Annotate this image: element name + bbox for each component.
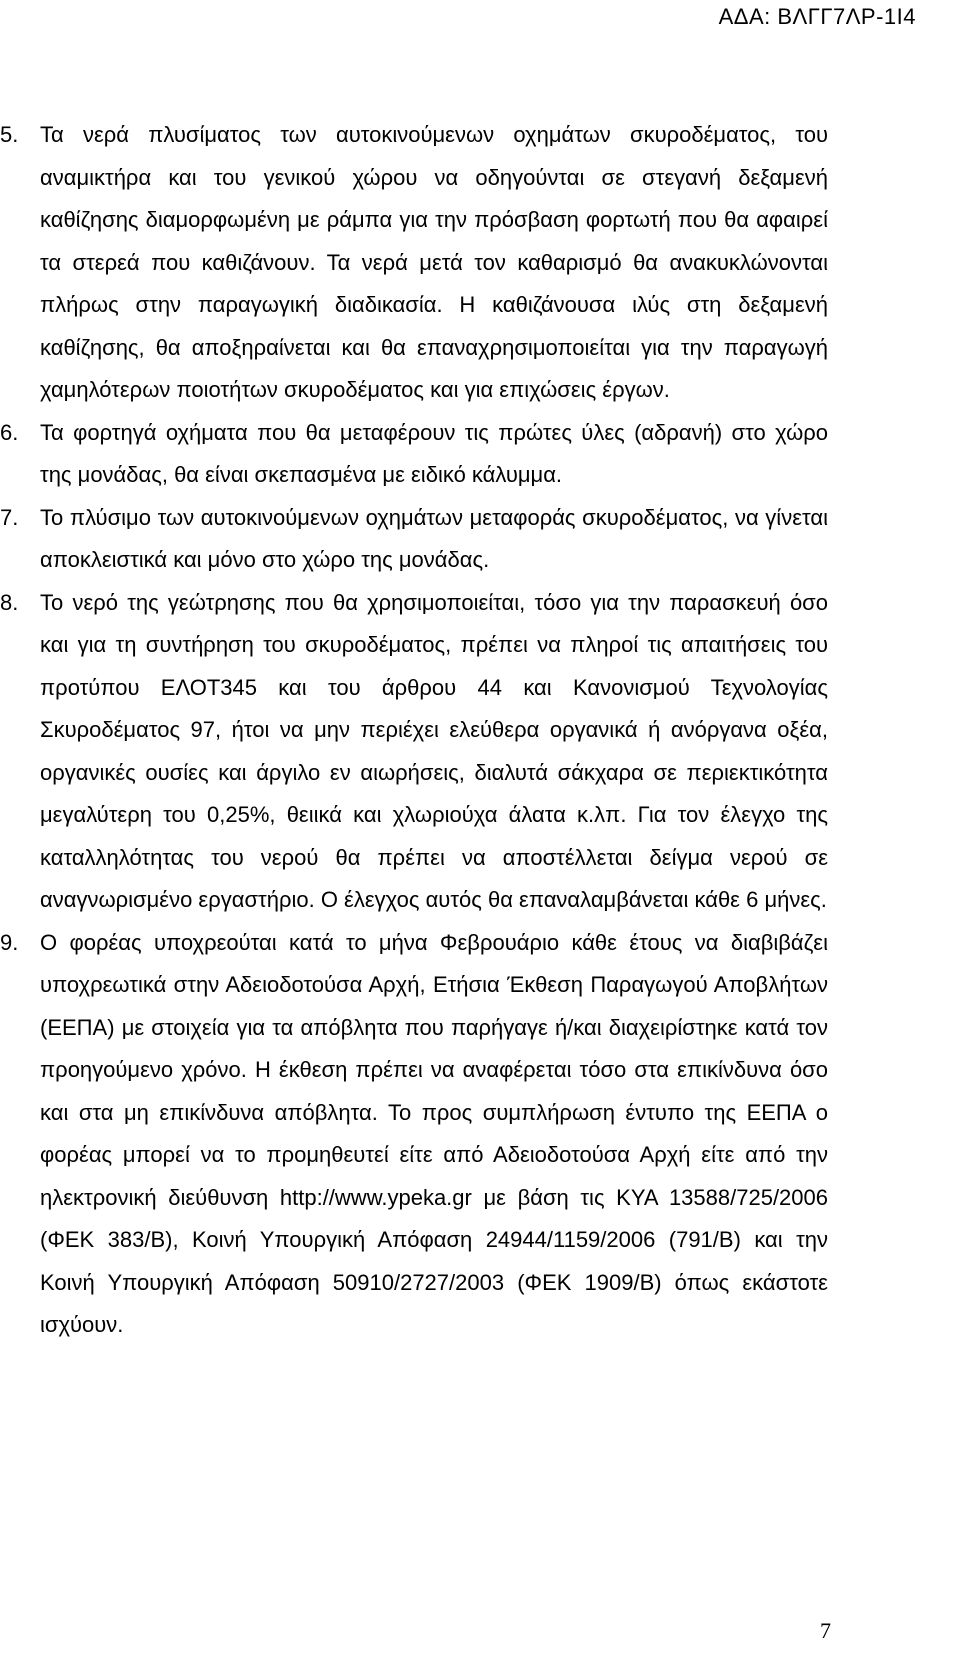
item-text: Το πλύσιμο των αυτοκινούμενων οχημάτων μεταφοράς σκυροδέματος, να γίνεται αποκλειστικά και μόνο στο χώρο της μονάδας. bbox=[40, 504, 828, 572]
item-number: 8. bbox=[0, 589, 19, 615]
item-number: 5. bbox=[0, 122, 19, 147]
item-text: Ο φορέας υποχρεούται κατά το μήνα Φεβρουάριο κάθε έτους να διαβιβάζει υποχρεωτικά στην Αδειοδοτούσα Αρχή, Ετήσια Έκθεση Παραγωγού Αποβλήτων (ΕΕΠΑ) με στοιχεία για τα απόβλητα που παρήγαγε ή/και διαχειρίστηκε κατά τον προηγούμενο χρόνο. Η έκθεση πρέπει να αναφέρεται τόσο στα επικίνδυνα όσο και στα μη επικίνδυνα απόβλητα. Το προς συμπλήρωση έντυπο της ΕΕΠΑ ο φορέας μπορεί να το προμηθευτεί είτε από Αδειοδοτούσα Αρχή είτε από την ηλεκτρονική διεύθυνση http://www.ypeka.gr με βάση τις ΚΥΑ 13588/725/2006 (ΦΕΚ 383/Β), Κοινή Υπουργική Απόφαση 24944/1159/2006 (791/Β) και την Κοινή Υπουργική Απόφαση 50910/2727/2003 (ΦΕΚ 1909/Β) όπως εκάστοτε ισχύουν. bbox=[40, 929, 828, 1337]
document-code: ΑΔΑ: ΒΛΓΓ7ΛΡ-1Ι4 bbox=[718, 4, 916, 29]
list-item-5 bbox=[0, 114, 828, 412]
item-text: Το νερό της γεώτρησης που θα χρησιμοποιείται, τόσο για την παρασκευή όσο και για τη συντήρηση του σκυροδέματος, πρέπει να πληροί τις απαιτήσεις του προτύπου ΕΛΟΤ345 και του άρθρου 44 και Κανονισμού Τεχνολογίας Σκυροδέματος 97, ήτοι να μην περιέχει ελεύθερα οργανικά ή ανόργανα οξέα, οργανικές ουσίες και άργιλο εν αιωρήσεις, διαλυτά σάκχαρα σε περιεκτικότητα μεγαλύτερη του 0,25%, θειικά και χλωριούχα άλατα κ.λπ. Για τον έλεγχο της καταλληλότητας του νερού θα πρέπει να αποστέλλεται δείγμα νερού σε αναγνωρισμένο εργαστήριο. Ο έλεγχος αυτός θα επαναλαμβάνεται κάθε 6 μήνες. bbox=[40, 589, 828, 912]
list-item-6 bbox=[0, 412, 828, 497]
item-text: Τα φορτηγά οχήματα που θα μεταφέρουν τις πρώτες ύλες (αδρανή) στο χώρο της μονάδας, θα είναι σκεπασμένα με ειδικό κάλυμμα. bbox=[40, 419, 828, 487]
document-body bbox=[0, 114, 960, 1347]
item-number: 6. bbox=[0, 419, 19, 445]
page-number: 7 bbox=[820, 1618, 831, 1643]
item-number: 9. bbox=[0, 929, 19, 955]
list-item-8 bbox=[0, 582, 828, 922]
list-item-9 bbox=[0, 922, 828, 1347]
list-item-7 bbox=[0, 497, 828, 582]
item-text: Τα νερά πλυσίματος των αυτοκινούμενων οχημάτων σκυροδέματος, του αναμικτήρα και του γενικού χώρου να οδηγούνται σε στεγανή δεξαμενή καθίζησης διαμορφωμένη με ράμπα για την πρόσβαση φορτωτή που θα αφαιρεί τα στερεά που καθιζάνουν. Τα νερά μετά τον καθαρισμό θα ανακυκλώνονται πλήρως στην παραγωγική διαδικασία. Η καθιζάνουσα ιλύς στη δεξαμενή καθίζησης, θα αποξηραίνεται και θα επαναχρησιμοποιείται για την παραγωγή χαμηλότερων ποιοτήτων σκυροδέματος και για επιχώσεις έργων. bbox=[40, 122, 828, 402]
item-number: 7. bbox=[0, 504, 19, 530]
